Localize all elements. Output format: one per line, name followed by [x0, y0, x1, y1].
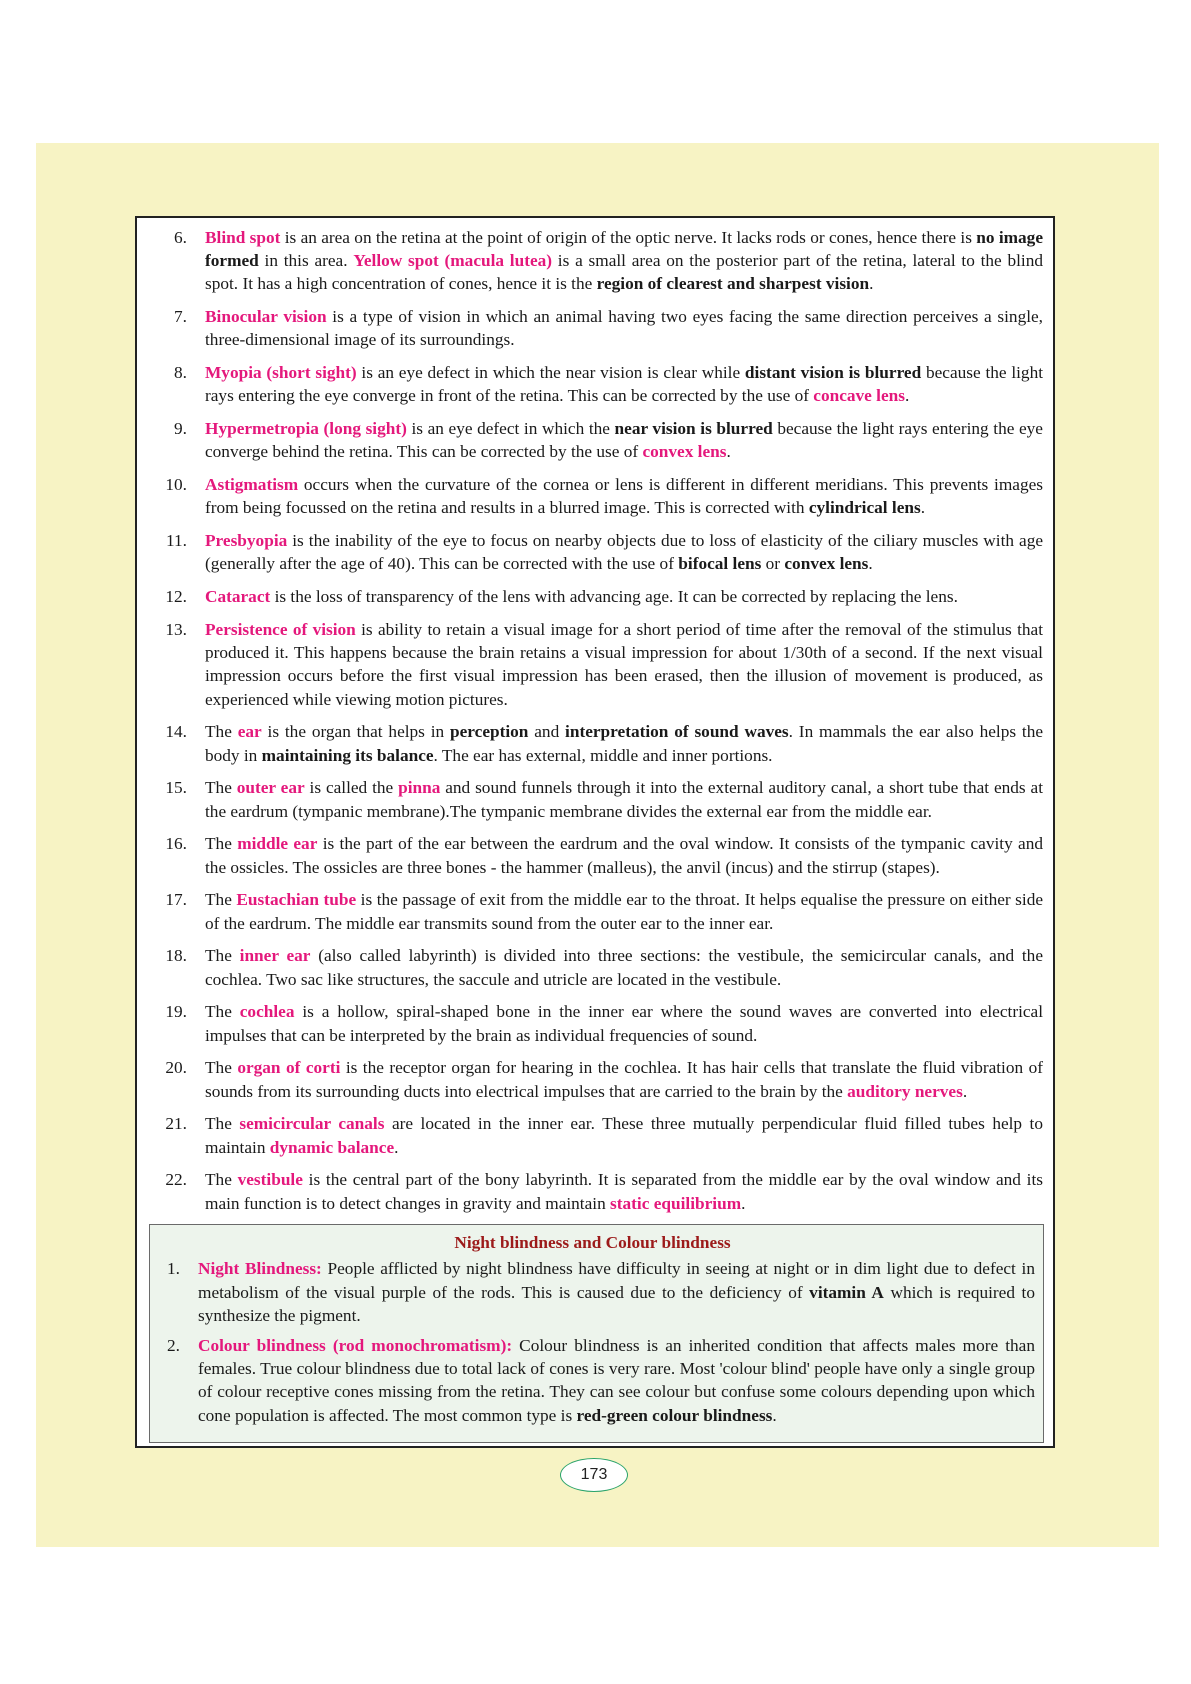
text-run: is a small area on the posterior part of the retina, lateral to the blind spot. It has a high concentration of cones, hence it is the	[205, 251, 1044, 294]
text-run: is the loss of transparency of the lens with advancing age. It can be corrected by replacing the lens.	[270, 587, 958, 607]
item-text	[205, 1000, 1043, 1046]
text-run: .	[394, 1137, 399, 1157]
item-text	[205, 1112, 1043, 1158]
key-term: pinna	[398, 778, 441, 798]
text-run: (also called labyrinth) is divided into three sections: the vestibule, the semicircular canals, and the cochlea. Two sac like structures, the saccule and utricle are located in the vestibule.	[205, 946, 1043, 989]
list-item	[147, 720, 1043, 766]
item-text	[205, 585, 1043, 608]
text-run: . In mammals the ear also helps the body in	[205, 722, 1044, 765]
bold-phrase: distant vision is blurred	[744, 363, 922, 383]
text-run: is ability to retain a visual image for a short period of time after the removal of the stimulus that produced it. This happens because the brain retains a visual impression for about 1/30th of a second. If the next visual impression occurs before the first visual impression has been erased, then the illusion of movement is produced, as experienced while viewing motion pictures.	[205, 620, 1043, 709]
list-item	[150, 1257, 1035, 1327]
text-run: Colour blindness is an inherited condition that affects males more than females. True colour blindness due to total lack of cones is very rare. Most 'colour blind' people have only a single group of colour receptive cones missing from the retina. They can see colour but confuse some colours depending upon which cone population is affected. The most common type is	[198, 1336, 1035, 1425]
night-colour-blindness-box	[149, 1224, 1044, 1442]
key-term: Binocular vision	[205, 307, 327, 327]
item-text	[205, 361, 1043, 407]
bold-phrase: red-green colour blindness	[576, 1405, 773, 1425]
item-number: 8.	[174, 363, 187, 383]
bold-phrase: near vision is blurred	[614, 419, 773, 439]
text-run: in this area.	[258, 251, 354, 271]
text-run: or	[761, 554, 785, 574]
box-title: Night blindness and Colour blindness	[454, 1233, 731, 1253]
text-run: is the inability of the eye to focus on nearby objects due to loss of elasticity of the ciliary muscles with age (generally after the age of 40). This can be corrected with the use of	[205, 531, 1043, 574]
text-run: .	[904, 386, 910, 406]
item-number: 20.	[165, 1058, 187, 1078]
item-number: 21.	[165, 1114, 187, 1134]
item-text	[205, 944, 1043, 990]
list-item	[147, 226, 1043, 296]
text-run: is the central part of the bony labyrinth. It is separated from the middle ear by the oval window and its main function is to detect changes in gravity and maintain	[205, 1170, 1043, 1213]
key-term: middle ear	[237, 834, 318, 854]
text-run: The	[205, 1002, 240, 1022]
list-item	[147, 1000, 1043, 1046]
text-run: .	[868, 554, 873, 574]
text-run: The	[205, 1170, 238, 1190]
key-term: Cataract	[205, 587, 271, 607]
text-run: .	[962, 1081, 968, 1101]
key-term: concave lens	[813, 386, 905, 406]
text-run: occurs when the curvature of the cornea or lens is different in different meridians. This prevents images from being focussed on the retina and results in a blurred image. This is corrected with	[205, 475, 1043, 518]
list-item	[147, 1168, 1043, 1214]
list-item	[147, 832, 1043, 878]
bold-phrase: vitamin A	[809, 1282, 884, 1302]
text-run: The	[205, 778, 237, 798]
text-run: and sound funnels through it into the external auditory canal, a short tube that ends at the eardrum (tympanic membrane).The tympanic membrane divides the external ear from the middle ear.	[205, 778, 1043, 821]
list-item	[147, 529, 1043, 575]
item-text	[198, 1334, 1035, 1427]
text-run: The	[205, 834, 238, 854]
text-run: The	[205, 946, 240, 966]
list-item	[147, 361, 1043, 407]
text-run: is an area on the retina at the point of origin of the optic nerve. It lacks rods or cones, hence there is	[280, 228, 977, 247]
item-text	[205, 1056, 1043, 1102]
item-number: 18.	[165, 946, 187, 966]
bold-phrase: interpretation of sound waves	[565, 722, 789, 742]
text-run: .	[869, 274, 874, 294]
item-number: 10.	[165, 475, 187, 495]
key-term: Blind spot	[205, 228, 281, 247]
item-number: 13.	[165, 620, 187, 639]
key-term: organ of corti	[237, 1058, 341, 1078]
item-number: 1.	[167, 1259, 180, 1279]
list-item	[147, 305, 1043, 351]
item-number: 16.	[165, 834, 187, 854]
key-term: outer ear	[236, 778, 305, 798]
bold-phrase: convex lens	[784, 554, 869, 574]
text-run: is the passage of exit from the middle ear to the throat. It helps equalise the pressure on either side of the eardrum. The middle ear transmits sound from the outer ear to the inner ear.	[205, 890, 1043, 933]
item-number: 19.	[165, 1002, 187, 1022]
item-number: 2.	[167, 1336, 180, 1356]
item-number: 15.	[165, 778, 187, 798]
text-run: is an eye defect in which the near vision is clear while	[356, 363, 745, 383]
bold-phrase: region of clearest and sharpest vision	[596, 274, 870, 294]
item-text	[198, 1257, 1035, 1327]
list-item	[147, 585, 1043, 608]
key-term: semicircular canals	[239, 1114, 385, 1134]
item-number: 11.	[166, 531, 187, 551]
bold-phrase: no image formed	[205, 228, 1043, 271]
item-number: 14.	[165, 722, 187, 742]
key-term: static equilibrium	[610, 1193, 742, 1213]
list-item	[147, 417, 1043, 463]
text-run: is called the	[304, 778, 399, 798]
key-term: convex lens	[642, 442, 727, 462]
text-run: .	[772, 1405, 777, 1425]
bold-phrase: bifocal lens	[678, 554, 762, 574]
item-number: 7.	[174, 307, 187, 327]
text-run: is a hollow, spiral-shaped bone in the inner ear where the sound waves are converted into electrical impulses that can be interpreted by the brain as individual frequencies of sound.	[205, 1002, 1044, 1045]
item-text	[205, 888, 1043, 934]
text-run: .	[920, 498, 926, 518]
item-text	[205, 473, 1043, 519]
text-run: The	[205, 1114, 240, 1134]
text-run: . The ear has external, middle and inner portions.	[433, 745, 773, 765]
page-number: 173	[560, 1458, 628, 1492]
list-item	[147, 618, 1043, 711]
item-text	[205, 305, 1043, 351]
key-term: Astigmatism	[205, 475, 299, 495]
key-term: Myopia (short sight)	[205, 363, 357, 383]
list-item	[147, 888, 1043, 934]
text-run: because the light rays entering the eye converge behind the retina. This can be corrected by the use of	[205, 419, 1043, 462]
item-text	[205, 776, 1043, 822]
text-run: because the light rays entering the eye converge in front of the retina. This can be corrected by the use of	[205, 363, 1044, 406]
key-term: inner ear	[239, 946, 311, 966]
key-term: Yellow spot (macula lutea)	[353, 251, 553, 271]
content-frame	[135, 216, 1055, 1448]
text-run: is the part of the ear between the eardrum and the oval window. It consists of the tympanic cavity and the ossicles. The ossicles are three bones - the hammer (malleus), the anvil (incus) and the stirrup (stapes).	[205, 834, 1043, 877]
key-term: Hypermetropia (long sight)	[205, 419, 407, 439]
text-run: is a type of vision in which an animal having two eyes facing the same direction perceives a single, three-dimensional image of its surroundings.	[205, 307, 1043, 350]
list-item	[150, 1334, 1035, 1427]
key-term: dynamic balance	[269, 1137, 395, 1157]
key-term: auditory nerves	[847, 1081, 963, 1101]
bold-phrase: cylindrical lens	[808, 498, 921, 518]
text-run: and	[528, 722, 566, 742]
list-item	[147, 1056, 1043, 1102]
key-term: Presbyopia	[205, 531, 288, 551]
key-term: Colour blindness (rod monochromatism):	[198, 1336, 513, 1356]
key-term: vestibule	[237, 1170, 303, 1190]
text-run: are located in the inner ear. These three mutually perpendicular fluid filled tubes help to maintain	[205, 1114, 1043, 1157]
key-term: Night Blindness:	[198, 1259, 322, 1279]
text-run: is the receptor organ for hearing in the cochlea. It has hair cells that translate the fluid vibration of sounds from its surrounding ducts into electrical impulses that are carried to the brain by the	[205, 1058, 1043, 1101]
text-run: which is required to synthesize the pigment.	[198, 1282, 1035, 1325]
item-text	[205, 720, 1043, 766]
text-run: is the organ that helps in	[261, 722, 451, 742]
list-item	[147, 776, 1043, 822]
key-term: cochlea	[239, 1002, 295, 1022]
item-text	[205, 1168, 1043, 1214]
text-run: The	[205, 890, 237, 910]
item-text	[205, 417, 1043, 463]
item-number: 22.	[165, 1170, 187, 1190]
key-term: ear	[237, 722, 262, 742]
key-term: Persistence of vision	[205, 620, 356, 639]
text-run: The	[205, 722, 238, 742]
item-text	[205, 618, 1043, 711]
item-number: 9.	[174, 419, 187, 439]
bold-phrase: maintaining its balance	[261, 745, 434, 765]
item-number: 12.	[165, 587, 187, 607]
key-term: Eustachian tube	[236, 890, 357, 910]
list-item	[147, 944, 1043, 990]
item-text	[205, 226, 1043, 296]
definition-list	[147, 226, 1043, 1215]
item-number: 6.	[174, 228, 187, 247]
item-number: 17.	[165, 890, 187, 910]
item-text	[205, 832, 1043, 878]
text-run: .	[741, 1193, 746, 1213]
text-run: .	[726, 442, 731, 462]
bold-phrase: perception	[450, 722, 529, 742]
text-run: The	[205, 1058, 238, 1078]
list-item	[147, 473, 1043, 519]
text-run: People afflicted by night blindness have difficulty in seeing at night or in dim light due to defect in metabolism of the visual purple of the rods. This is caused due to the deficiency of	[198, 1259, 1035, 1302]
list-item	[147, 1112, 1043, 1158]
box-list	[150, 1257, 1035, 1426]
text-run: is an eye defect in which the	[406, 419, 615, 439]
item-text	[205, 529, 1043, 575]
